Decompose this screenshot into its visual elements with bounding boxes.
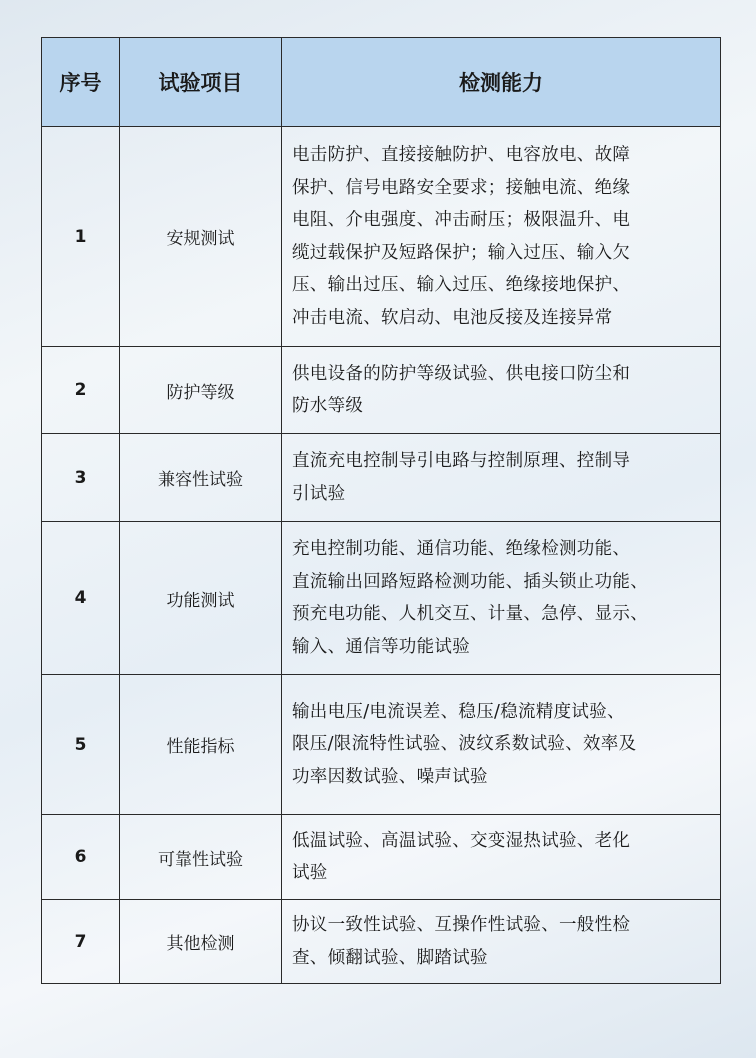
row-number: 2	[42, 347, 120, 434]
capability-line: 缆过载保护及短路保护；输入过压、输入欠	[292, 242, 631, 263]
capability-line: 试验	[292, 863, 328, 883]
capability-line: 直流充电控制导引电路与控制原理、控制导	[292, 451, 631, 471]
header-test-item: 试验项目	[120, 38, 282, 127]
row-number: 5	[42, 675, 120, 815]
row-number: 6	[42, 815, 120, 900]
capability-line: 充电控制功能、通信功能、绝缘检测功能、	[292, 539, 631, 559]
capability-line: 压、输出过压、输入过压、绝缘接地保护、	[292, 275, 631, 295]
header-number: 序号	[42, 38, 120, 127]
capability-line: 电击防护、直接接触防护、电容放电、故障	[292, 145, 631, 165]
capability-cell	[282, 900, 721, 984]
capability-line: 预充电功能、人机交互、计量、急停、显示、	[292, 604, 648, 624]
capability-cell	[282, 522, 721, 675]
test-item: 功能测试	[120, 522, 282, 675]
table-row	[42, 127, 721, 347]
table-row	[42, 675, 721, 815]
test-capability-table	[41, 37, 721, 984]
test-item: 防护等级	[120, 347, 282, 434]
header-row	[42, 38, 721, 127]
header-capability: 检测能力	[282, 38, 721, 127]
table-row	[42, 522, 721, 675]
capability-cell	[282, 434, 721, 522]
table-row	[42, 900, 721, 984]
capability-cell	[282, 127, 721, 347]
capability-line: 电阻、介电强度、冲击耐压；极限温升、电	[292, 210, 631, 230]
capability-line: 查、倾翻试验、脚踏试验	[292, 947, 488, 968]
capability-cell	[282, 675, 721, 815]
table-row	[42, 815, 721, 900]
capability-line: 低温试验、高温试验、交变湿热试验、老化	[292, 830, 631, 851]
test-item: 性能指标	[120, 675, 282, 815]
test-item: 兼容性试验	[120, 434, 282, 522]
row-number: 1	[42, 127, 120, 347]
capability-line: 限压/限流特性试验、波纹系数试验、效率及	[292, 734, 637, 755]
capability-cell	[282, 347, 721, 434]
row-number: 3	[42, 434, 120, 522]
test-item: 安规测试	[120, 127, 282, 347]
capability-line: 协议一致性试验、互操作性试验、一般性检	[292, 915, 631, 935]
capability-cell	[282, 815, 721, 900]
capability-line: 功率因数试验、噪声试验	[292, 766, 488, 787]
capability-line: 供电设备的防护等级试验、供电接口防尘和	[292, 363, 631, 384]
capability-line: 保护、信号电路安全要求；接触电流、绝缘	[292, 177, 631, 198]
table-row	[42, 347, 721, 434]
test-item: 可靠性试验	[120, 815, 282, 900]
test-item: 其他检测	[120, 900, 282, 984]
row-number: 4	[42, 522, 120, 675]
capability-line: 直流输出回路短路检测功能、插头锁止功能、	[292, 571, 648, 592]
row-number: 7	[42, 900, 120, 984]
capability-line: 输出电压/电流误差、稳压/稳流精度试验、	[292, 701, 625, 722]
capability-line: 引试验	[292, 483, 346, 504]
table-row	[42, 434, 721, 522]
capability-line: 冲击电流、软启动、电池反接及连接异常	[292, 307, 613, 328]
capability-line: 防水等级	[292, 396, 364, 416]
capability-line: 输入、通信等功能试验	[292, 636, 470, 657]
